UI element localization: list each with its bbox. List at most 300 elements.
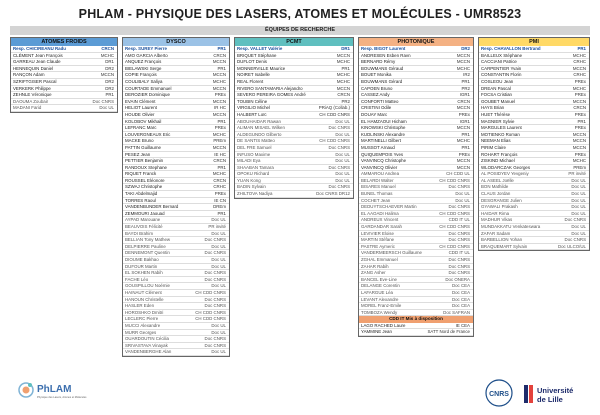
member-row [123,198,229,205]
member-name: ZAHAR Rabih [361,263,389,269]
member-row [359,217,473,224]
member-name: MADHUR Vikas [481,217,513,223]
member-row [123,132,229,139]
member-row [123,191,229,198]
member-status: Doc CEA [451,283,470,289]
member-status: IGR1 [459,92,470,98]
member-name: HENNEQUIN Daniel [13,65,54,71]
team-header: PCMT [235,38,353,46]
member-name: GYAWALI Prakash [481,204,518,210]
member-status: Doc CNRS [328,125,350,131]
member-status: CRHC [573,59,586,65]
member-status: Doc UL [99,105,114,111]
member-name: ABOUHAIDAR Rawan [237,118,281,124]
member-status: PREx [574,125,586,131]
member-status: PR1 [217,118,226,124]
member-name: ZHILTOVA Nadiya [237,191,273,197]
member-status: Doc UL [211,217,226,223]
member-status: Doc CNRS [448,230,470,236]
member-name: VANVINCQ Olivier [361,164,398,170]
member-status: Doc CNRS [564,237,586,243]
member-status: Doc UL [211,243,226,249]
member-row [359,283,473,290]
member-status: Doc CNRS [328,184,350,190]
member-name: TOMBOZA Wendy [361,309,398,315]
member-row [235,132,353,139]
member-name: LAGO RACHED Laure [361,322,406,328]
member-row [359,231,473,238]
member-row [479,145,589,152]
team-header: PHOTONIQUE [359,38,473,46]
member-row [123,53,229,60]
member-row [235,99,353,106]
member-name: OUARDOUTIN Cécilia [125,336,169,342]
member-row [479,184,589,191]
member-row [479,59,589,66]
member-status: Doc UL [571,210,586,216]
member-row [123,184,229,191]
member-row [479,72,589,79]
member-name: HUET Thérèse [481,111,511,117]
member-status: PR1 [217,210,226,216]
member-row [359,105,473,112]
member-row [479,99,589,106]
member-status: DR1 [341,46,350,51]
member-row [479,92,589,99]
member-name: ZEHNLE Véronique [13,92,52,98]
member-name: LAFARGUE Léa [361,289,393,295]
member-name: YUAN Kong [237,177,261,183]
member-name: BOUWMANS Gérard [361,78,403,84]
team-lead-row [479,46,589,53]
member-name: KINOWSKI Christophe [361,125,406,131]
member-name: CONSTANTIN Florin [481,72,522,78]
member-row [123,270,229,277]
member-name: DESGRANGE Julien [481,197,522,203]
member-row [479,79,589,86]
member-status: PR1 [217,46,226,51]
member-status: Doc SAFRAN [443,309,470,315]
member-row [359,277,473,284]
member-status: MCHC [456,138,470,144]
member-name: MILADI Eya [237,158,261,164]
member-name: AL POSIDYEV Yevgeniy [481,171,529,177]
member-row [235,79,353,86]
member-row [123,264,229,271]
member-name: MUCCI Alexandre [125,322,161,328]
member-name: ZANG Asher [361,270,386,276]
member-name: SRIVASTAVA Vinayak [125,342,168,348]
member-row [235,86,353,93]
member-row [123,303,229,310]
member-name: ALDEGUNDO Gilberto [237,131,282,137]
team-header: DYSCO [123,38,229,46]
member-row [359,303,473,310]
member-status: PRiAQ (Collab.) [318,105,350,111]
member-status: Doc CNRS [328,144,350,150]
member-name: MADANI Farid [13,105,42,111]
member-status: Doc CNRS [204,237,226,243]
member-name: DELPIERRE Pauline [125,243,166,249]
member-name: BERNARD Rémy [361,59,396,65]
member-row [11,59,117,66]
member-row [359,250,473,257]
member-name: CARPENTIER Yvain [481,65,522,71]
member-name: MARTIN Stéfane [361,237,395,243]
member-name: NEEMAN Elias [481,138,511,144]
team-header: PMI [479,38,589,46]
member-name: BOUWMANS Géraud [361,65,404,71]
member-row [359,191,473,198]
member-name: Resp. SUREY Pierre [125,46,167,51]
member-row [479,125,589,132]
member-row [123,316,229,323]
member-row [123,99,229,106]
member-row [479,231,589,238]
member-name: SZRIFTGISER Pascal [13,78,57,84]
member-name: INFUSO Maxime [237,151,271,157]
member-row [479,53,589,60]
member-status: Doc UL [211,230,226,236]
member-name: BISARES Manuel [361,184,396,190]
member-row [123,204,229,211]
member-name: PIRIM Claire [481,144,506,150]
member-status: MCCN [572,144,586,150]
member-name: QUIQUEMPOIS Yves [361,151,404,157]
member-name: CLÉMENT Jean François [13,52,63,58]
member-name: COURTADE Emmanuel [125,85,172,91]
team-lead-row [359,46,473,53]
member-name: EL SOKHEN Rabih [125,270,163,276]
member-row [359,145,473,152]
member-row [235,112,353,119]
member-status: PR1 [217,164,226,170]
member-status: MCHC [212,131,226,137]
member-name: DUFOUR Martin [125,263,158,269]
member-row [479,178,589,185]
member-name: MOTIENKO Roman [481,131,520,137]
member-row [359,204,473,211]
member-status: Doc UL [335,171,350,177]
member-name: ROHART François [481,151,518,157]
member-row [359,99,473,106]
member-row [123,86,229,93]
member-name: DEDUYTSCHAEVER Martin [361,204,417,210]
member-status: CH CDD CNRS [439,224,470,230]
member-status: Doc UL [455,191,470,197]
member-name: DUFLOT Denis [237,59,267,65]
member-name: LEVIVIER Eloise [361,230,394,236]
member-name: BUNEL Thomas [361,191,393,197]
member-row [359,158,473,165]
member-status: MCCN [572,131,586,137]
member-row [479,138,589,145]
member-name: AMO GARCIA Alberto [125,52,168,58]
member-name: COPIE François [125,72,157,78]
member-status: DR2 [105,85,114,91]
member-row [123,158,229,165]
member-status: Doc UL [571,230,586,236]
member-row [123,250,229,257]
member-name: Resp. CHICIREANU Radu [13,46,66,51]
member-row [479,112,589,119]
member-status: PREx [574,151,586,157]
member-status: CH CDD CNRS [439,177,470,183]
member-row [235,184,353,191]
member-name: HOUDE Olivier [125,111,155,117]
member-row [123,145,229,152]
member-name: NOIRET Isabelle [237,72,270,78]
member-status: Doc UL [211,263,226,269]
member-row [479,211,589,218]
member-name: AL ASEEL Joëlle [481,177,514,183]
member-status: Doc UL [211,349,226,355]
member-status: Doc UL [211,329,226,335]
member-row [123,112,229,119]
member-name: BADIN Sylvain [237,184,266,190]
member-name: DREAN Pascal [481,85,511,91]
member-status: PR2 [461,85,470,91]
member-status: Doc CNRS [448,257,470,262]
member-status: CH CDD CNRS [439,210,470,216]
member-name: COULIBALY Saliya [125,78,163,84]
member-status: PR1 [341,65,350,71]
member-row [123,290,229,297]
member-status: MCCN [212,59,226,65]
member-status: PREx [214,125,226,131]
team-lead-row [235,46,353,53]
member-row [359,323,473,330]
member-name: GARREAU Jean Claude [13,59,61,65]
member-row [235,152,353,159]
member-status: Doc UL [211,283,226,289]
member-status: CH CDD UL [446,171,470,177]
member-name: GOUBET Manuel [481,98,516,104]
member-name: CRISTINI Odile [361,105,392,111]
member-name: Resp. VALLET Valérie [237,46,283,51]
member-status: Doc UL [571,184,586,190]
member-name: DEROZIER Dominique [125,92,170,98]
member-status: Doc CNRS [448,204,470,210]
member-row [359,165,473,172]
member-row [479,191,589,198]
member-name: DIOUME Bakhao [125,257,159,262]
member-status: MCCN [212,98,226,104]
member-status: Doc UL [571,204,586,210]
member-name: HOROSHKO Dmitri [125,309,164,315]
member-status: Doc UL [571,191,586,197]
page-title: PHLAM - PHYSIQUE DES LASERS, ATOMES ET MOLÉCULES - UMR8523 [78,7,522,21]
member-status: CH CDD CNRS [439,243,470,249]
member-row [123,297,229,304]
member-name: CONFORTI Matteo [361,98,399,104]
member-row [11,79,117,86]
member-name: ALIMAN MISAEL Wilken [237,125,285,131]
member-status: PR1 [217,65,226,71]
member-name: DELANGE Corentin [361,283,400,289]
member-name: ANDRESEN Esben Ravn [361,52,411,58]
member-status: PR1 [461,144,470,150]
member-status: CRCN [457,98,470,104]
member-row [359,132,473,139]
member-row [123,283,229,290]
member-name: ZGHAL Emmanuel [361,257,398,262]
member-row [359,270,473,277]
member-name: MAGNIER Sylvie [481,118,515,124]
member-row [123,336,229,343]
team-3 [358,37,474,337]
member-status: DR2 [461,46,470,51]
member-name: BELARDI Walter [361,177,394,183]
member-name: CLAUS Jordan [481,191,511,197]
member-status: PR1 [577,46,586,51]
member-name: BELLIAN Tony Mathew [125,237,171,243]
member-status: CRHC [573,72,586,78]
member-row [123,211,229,218]
member-status: Doc CNRS [564,217,586,223]
member-name: SZWAJ Christophe [125,184,163,190]
member-row [235,138,353,145]
member-row [123,217,229,224]
member-name: RANÇON Adam [13,72,45,78]
member-status: Doc CNRS [204,296,226,302]
member-row [479,217,589,224]
member-row [123,257,229,264]
member-status: Doc CNRS [204,276,226,282]
member-name: BRAQUEMART Sylvain [481,243,528,249]
member-status: Doc UL [571,224,586,230]
member-row [359,264,473,271]
member-status: MCHC [212,78,226,84]
member-row [235,145,353,152]
member-name: MARGULES Laurent [481,125,522,131]
member-status: CRCN [213,177,226,183]
member-status: MCHC [336,59,350,65]
member-row [123,244,229,251]
member-status: Doc UL [455,197,470,203]
member-name: DEL FRE Samuel [237,144,272,150]
member-row [235,125,353,132]
member-row [235,119,353,126]
member-name: ROUSSEL Eléonore [125,177,165,183]
member-name: VANVINCQ Christophe [361,158,407,164]
member-row [359,297,473,304]
member-name: ANQUEZ François [125,59,162,65]
member-name: MUSSOT Arnaud [361,144,395,150]
member-status: Doc UL [335,118,350,124]
member-status: MCCN [456,164,470,170]
member-row [123,138,229,145]
member-row [479,66,589,73]
member-name: BON Mathilde [481,184,509,190]
member-name: Resp. BIGOT Laurent [361,46,406,51]
member-row [359,290,473,297]
member-row [359,171,473,178]
member-name: REAL Florent [237,78,264,84]
member-status: CDD IT UL [448,217,470,223]
member-row [235,72,353,79]
member-status: Doc CNRS DR12 [316,191,350,197]
member-name: HALBERT Loïc [237,111,267,117]
member-status: Doc UL [211,257,226,262]
member-name: MURR Georges [125,329,157,335]
member-status: MCHC [336,72,350,78]
member-row [123,323,229,330]
member-row [359,125,473,132]
member-row [123,59,229,66]
member-status: MCHC [572,85,586,91]
member-status: MCHC [336,78,350,84]
member-name: Resp. CHAVALLON Bertrand [481,46,541,51]
member-name: GARDANDAR Sarah [361,224,402,230]
member-status: IR2 [463,72,470,78]
member-name: BANCEL Eve-Line [361,276,397,282]
member-row [479,237,589,244]
subsection-header: CDD IT Mis à disposition [359,316,473,323]
member-row [235,178,353,185]
member-name: KOLOBOV Mikhail [125,118,162,124]
member-row [479,132,589,139]
member-status: MCCN [212,72,226,78]
member-name: HAYS Brian [481,105,505,111]
member-row [123,92,229,99]
member-status: Doc CNRS [92,98,114,104]
member-name: HASLER Eden [125,303,155,309]
member-name: DENNEMONT Quentin [125,250,170,256]
member-status: CRHC [213,184,226,190]
member-name: PATTIN Guillaume [125,144,161,150]
member-status: DR2 [105,78,114,84]
member-row [123,343,229,350]
member-name: KUDLINSKI Alexandre [361,131,405,137]
member-row [123,119,229,126]
member-name: EVAIN Clément [125,98,156,104]
member-name: COCHET Jean [361,197,391,203]
lille-logo-line1: Université [537,386,574,395]
member-row [359,310,473,317]
member-name: BRIQUET Stéphane [237,52,277,58]
member-name: MACKE Bruno [125,138,154,144]
member-name: ZAFAR Sadam [481,230,511,236]
member-name: BEAUVOIS Félicité [125,224,163,230]
member-status: CH CDD CNRS [319,138,350,144]
member-name: VIRGILIO Michel [237,105,270,111]
member-row [359,178,473,185]
member-name: AYPAD Marouane [125,217,161,223]
member-name: BAYDI Brahim [125,230,153,236]
member-status: IE CN [214,197,226,203]
team-lead-row [123,46,229,53]
member-name: WLODARCZAK Georges [481,164,531,170]
member-status: PR1 [461,131,470,137]
member-status: MCHC [456,65,470,71]
member-name: YAMMINE Jean [361,329,392,335]
member-name: BOUET Monika [361,72,392,78]
member-row [359,237,473,244]
member-status: CDD IT UL [448,250,470,256]
member-name: MUNDAKKATU Venkateswara [481,224,541,230]
member-row [123,66,229,73]
member-row [123,330,229,337]
member-name: OPOKU Richard [237,171,270,177]
member-row [479,86,589,93]
member-row [235,53,353,60]
member-status: Doc UL [335,177,350,183]
member-row [235,92,353,99]
member-status: CH CDD CNRS [195,309,226,315]
section-header: ÉQUIPES DE RECHERCHE [10,26,590,35]
member-name: TOUBIN Céline [237,98,268,104]
